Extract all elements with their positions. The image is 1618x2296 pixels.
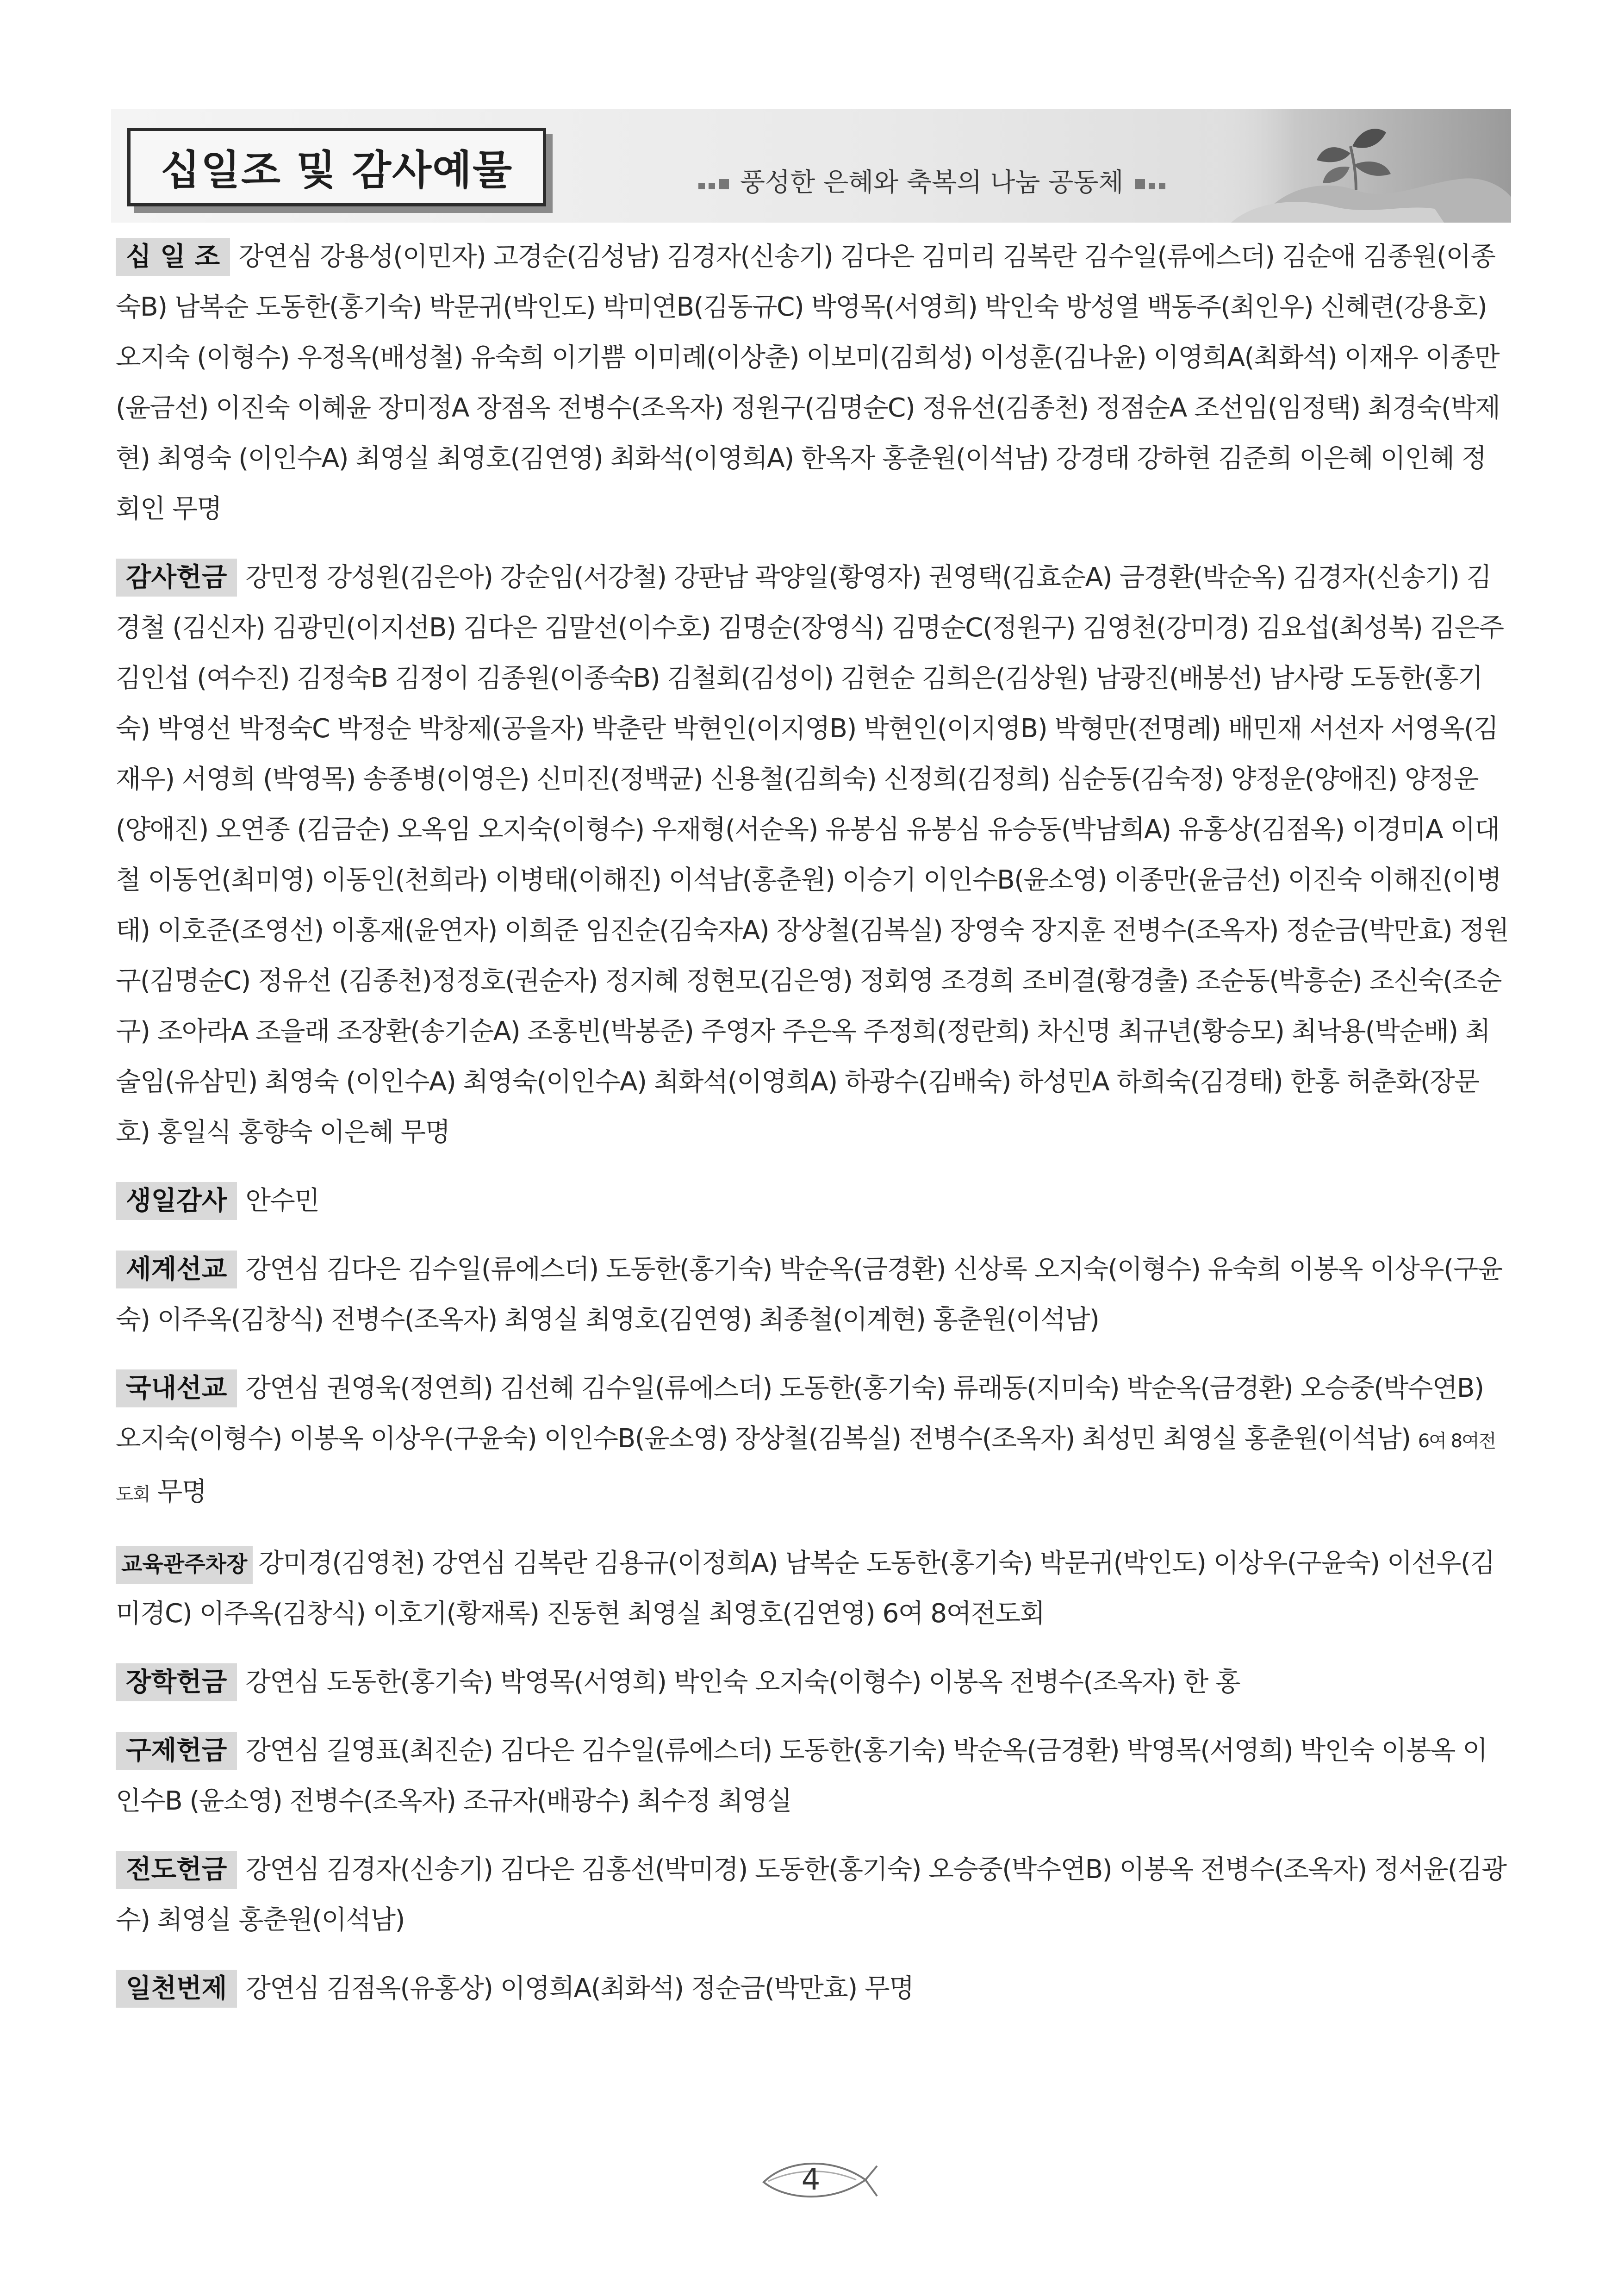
section-label: 일천번제 (116, 1970, 237, 2008)
section-tithe (116, 231, 1509, 534)
section-label: 장학헌금 (116, 1663, 237, 1701)
section-label: 구제헌금 (116, 1732, 237, 1770)
section-label: 교육관주차장 (116, 1546, 253, 1584)
page-number: 4 (801, 2163, 821, 2197)
section-names: 안수민 (245, 1186, 319, 1216)
section-names: 강연심 길영표(최진순) 김다은 김수일(류에스더) 도동한(홍기숙) 박순옥(금경환) 박영목(서영희) 박인숙 이봉옥 이인수B (윤소영) 전병수(조옥자) 조규자(배광수) 최수정 최영실 (116, 1736, 1487, 1816)
square-bullets-left-icon (697, 166, 731, 196)
section-label: 국내선교 (116, 1369, 237, 1407)
section-names: 강미경(김영천) 강연심 김복란 김용규(이정희A) 남복순 도동한(홍기숙) 박문귀(박인도) 이상우(구윤숙) 이선우(김미경C) 이주옥(김창식) 이호기(황재록) 진동현 최영실 최영호(김연영) 6여 8여전도회 (116, 1548, 1495, 1629)
section-names: 강연심 김경자(신송기) 김다은 김홍선(박미경) 도동한(홍기숙) 오승중(박수연B) 이봉옥 전병수(조옥자) 정서윤(김광수) 최영실 홍춘원(이석남) (116, 1854, 1506, 1935)
title-box (127, 128, 546, 206)
plant-hands-photo (1203, 109, 1511, 223)
square-bullets-right-icon (1133, 166, 1167, 196)
section-names: 강연심 도동한(홍기숙) 박영목(서영희) 박인숙 오지숙(이형수) 이봉옥 전병수(조옥자) 한 홍 (245, 1667, 1240, 1697)
section-label: 감사헌금 (116, 559, 237, 597)
offering-list (116, 231, 1509, 2032)
subtitle-text: 풍성한 은혜와 축복의 나눔 공동체 (740, 168, 1124, 198)
section-thanksgiving (116, 552, 1509, 1157)
section-education-parking (116, 1538, 1509, 1639)
section-thousand-offerings (116, 1963, 1509, 2014)
section-names-tail: 무명 (157, 1477, 206, 1507)
section-birthday (116, 1176, 1509, 1226)
section-evangelism (116, 1844, 1509, 1945)
section-domestic-mission (116, 1363, 1509, 1520)
section-label: 세계선교 (116, 1251, 237, 1288)
section-label: 십 일 조 (116, 238, 230, 276)
section-label: 전도헌금 (116, 1851, 237, 1889)
section-relief (116, 1725, 1509, 1826)
section-label: 생일감사 (116, 1182, 237, 1220)
page-title: 십일조 및 감사예물 (160, 146, 513, 194)
section-world-mission (116, 1244, 1509, 1345)
section-names: 강연심 권영욱(정연희) 김선혜 김수일(류에스더) 도동한(홍기숙) 류래동(지미숙) 박순옥(금경환) 오승중(박수연B) 오지숙(이형수) 이봉옥 이상우(구윤숙) 이인수B(윤소영) 장상철(김복실) 전병수(조옥자) 최성민 최영실 홍춘원(이석남) (116, 1373, 1484, 1454)
subtitle (697, 155, 1167, 206)
section-small-note: 6여 8여전도회 (116, 1431, 1496, 1505)
section-names: 강연심 김점옥(유홍상) 이영희A(최화석) 정순금(박만효) 무명 (245, 1973, 914, 2004)
section-names: 강연심 김다은 김수일(류에스더) 도동한(홍기숙) 박순옥(금경환) 신상록 오지숙(이형수) 유숙희 이봉옥 이상우(구윤숙) 이주옥(김창식) 전병수(조옥자) 최영실 최영호(김연영) 최종철(이계현) 홍춘원(이석남) (116, 1254, 1502, 1335)
section-scholarship (116, 1657, 1509, 1707)
section-names: 강연심 강용성(이민자) 고경순(김성남) 김경자(신송기) 김다은 김미리 김복란 김수일(류에스더) 김순애 김종원(이종숙B) 남복순 도동한(홍기숙) 박문귀(박인도) 박미연B(김동규C) 박영목(서영희) 박인숙 방성열 백동주(최인우) 신혜련(강용호) 오지숙 (이형수) 우정옥(배성철) 유숙희 이기쁨 이미례(이상춘) 이보미(김희성) 이성훈(김나윤) 이영희A(최화석) 이재우 이종만(윤금선) 이진숙 이혜윤 장미정A 장점옥 전병수(조옥자) 정원구(김명순C) 정유선(김종천) 정점순A 조선임(임정택) 최경숙(박제현) 최영숙 (이인수A) 최영실 최영호(김연영) 최화석(이영희A) 한옥자 홍춘원(이석남) 강경태 강하현 김준희 이은혜 이인혜 정회인 무명 (116, 242, 1500, 524)
section-names: 강민정 강성원(김은아) 강순임(서강철) 강판남 곽양일(황영자) 권영택(김효순A) 금경환(박순옥) 김경자(신송기) 김경철 (김신자) 김광민(이지선B) 김다은 김말선(이수호) 김명순(장영식) 김명순C(정원구) 김영천(강미경) 김요섭(최성복) 김은주 김인섭 (여수진) 김정숙B 김정이 김종원(이종숙B) 김철회(김성이) 김현순 김희은(김상원) 남광진(배봉선) 남사랑 도동한(홍기숙) 박영선 박정숙C 박정순 박창제(공을자) 박춘란 박현인(이지영B) 박현인(이지영B) 박형만(전명례) 배민재 서선자 서영옥(김재우) 서영희 (박영목) 송종병(이영은) 신미진(정백균) 신용철(김희숙) 신정희(김정희) 심순동(김숙정) 양정운(양애진) 양정운(양애진) 오연종 (김금순) 오옥임 오지숙(이형수) 우재형(서순옥) 유봉심 유봉심 유승동(박남희A) 유홍상(김점옥) 이경미A 이대철 이동언(최미영) 이동인(천희라) 이병태(이해진) 이석남(홍춘원) 이승기 이인수B(윤소영) 이종만(윤금선) 이진숙 이해진(이병태) 이호준(조영선) 이홍재(윤연자) 이희준 임진순(김숙자A) 장상철(김복실) 장영숙 장지훈 전병수(조옥자) 정순금(박만효) 정원구(김명순C) 정유선 (김종천)정정호(권순자) 정지혜 정현모(김은영) 정회영 조경희 조비결(황경출) 조순동(박흥순) 조신숙(조순구) 조아라A 조을래 조장환(송기순A) 조홍빈(박봉준) 주영자 주은옥 주정희(정란희) 차신명 최규년(황승모) 최낙용(박순배) 최술임(유삼민) 최영숙 (이인수A) 최영숙(이인수A) 최화석(이영희A) 하광수(김배숙) 하성민A 하희숙(김경태) 한홍 허춘화(장문호) 홍일식 홍향숙 이은혜 무명 (116, 562, 1509, 1147)
